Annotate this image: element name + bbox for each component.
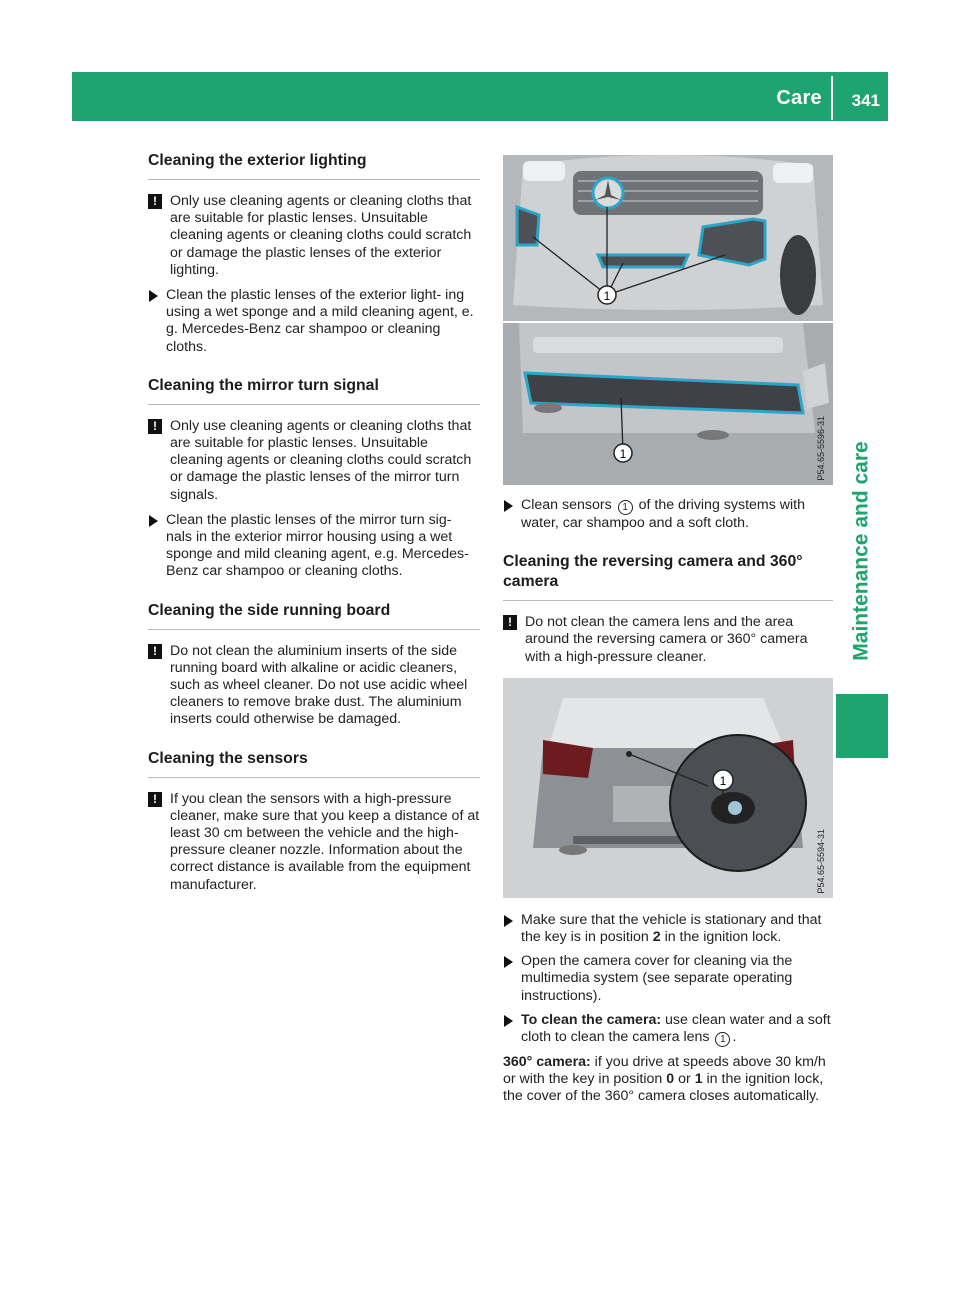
- instruction-step: [503, 497, 833, 532]
- callout-icon: 1: [715, 1032, 730, 1047]
- warning-note: [148, 418, 480, 504]
- figure-code: P54.65-5596-31: [815, 416, 826, 481]
- step-arrow-icon: [149, 515, 158, 527]
- step-text: Clean the plastic lenses of the mirror turn sig- nals in the exterior mirror housing using a wet sponge and mild cleaning agent, e.g. Mercedes-Benz car shampoo or cleaning cloths.: [166, 511, 469, 580]
- step-text: use clean water and a soft cloth to clean the camera lens: [521, 1011, 831, 1046]
- step-text: Open the camera cover for cleaning via the multimedia system (see separate operating instructions).: [521, 953, 793, 1004]
- key-position-1: 1: [694, 1071, 703, 1088]
- side-chapter-marker: [836, 694, 888, 758]
- step-text-before: Clean sensors: [521, 497, 612, 513]
- warning-text: If you clean the sensors with a high-pressure cleaner, make sure that you keep a distance of at least 30 cm between the vehicle and the high-pressure cleaner nozzle. Information about the correct distance is available from the equipment manufacturer.: [170, 790, 480, 893]
- warning-note: [148, 643, 480, 729]
- warning-text: Only use cleaning agents or cleaning cloths that are suitable for plastic lenses. Unsuitable cleaning agents or cleaning cloths could scratch or damage the plastic lenses of the exterior lighting.: [170, 193, 472, 278]
- warning-icon: !: [148, 194, 162, 209]
- warning-text: Only use cleaning agents or cleaning cloths that are suitable for plastic lenses. Unsuitable cleaning agents or cleaning cloths could scratch or damage the plastic lenses of the mirror turn signals.: [170, 417, 472, 503]
- warning-icon: !: [503, 615, 517, 630]
- section-exterior-lighting: [148, 151, 480, 356]
- step-arrow-icon: [504, 956, 513, 968]
- side-chapter-tab: [836, 414, 888, 688]
- section-title: Cleaning the reversing camera and 360° camera: [503, 552, 833, 601]
- warning-text: Do not clean the aluminium inserts of the side running board with alkaline or acidic cleaners, such as wheel cleaner. Do not use acidic wheel cleaners to remove brake dust. The aluminium inserts could otherwise be damaged.: [170, 642, 468, 728]
- page-number: 341: [851, 91, 880, 110]
- camera-360-note: [503, 1054, 833, 1106]
- key-position-0: 0: [666, 1071, 675, 1088]
- note-text-2: in the ignition lock, the cover of the 360° camera closes automatically.: [503, 1071, 824, 1105]
- header-section-title: Care: [776, 87, 822, 109]
- instruction-step: [148, 512, 480, 581]
- vehicle-rear-sensors-figure: [503, 323, 833, 485]
- warning-note: [503, 614, 833, 666]
- vehicle-front-sensors-figure: [503, 155, 833, 321]
- section-title: Cleaning the side running board: [148, 601, 480, 630]
- section-mirror-turn-signal: [148, 376, 480, 581]
- section-title: Cleaning the sensors: [148, 749, 480, 778]
- section-sensors: [148, 749, 480, 894]
- step-label: To clean the camera:: [521, 1011, 662, 1028]
- section-title: Cleaning the mirror turn signal: [148, 376, 480, 405]
- header-bar: [72, 72, 888, 121]
- step-text-after: in the ignition lock.: [664, 929, 782, 946]
- instruction-step: [503, 912, 833, 946]
- vehicle-rear-camera-illustration: [503, 678, 833, 898]
- callout-icon: 1: [618, 500, 633, 515]
- figure-callout: 1: [619, 447, 627, 461]
- step-arrow-icon: [504, 915, 513, 927]
- section-title: Cleaning the exterior lighting: [148, 151, 480, 180]
- step-end: .: [732, 1029, 737, 1046]
- warning-text: Do not clean the camera lens and the area around the reversing camera or 360° camera with a high-pressure cleaner.: [525, 614, 808, 665]
- left-column: [148, 151, 480, 902]
- step-text-before: Make sure that the vehicle is stationary and that the key is in position: [521, 911, 822, 946]
- note-or: or: [678, 1071, 691, 1088]
- figure-callout: 1: [719, 773, 727, 788]
- instruction-step: [503, 953, 833, 1005]
- figure-code: P54.65-5594-31: [815, 829, 826, 894]
- vehicle-rear-illustration: [503, 323, 833, 485]
- header-divider: [831, 76, 833, 120]
- warning-icon: !: [148, 419, 162, 434]
- note-text-1: if you drive at speeds above 30 km/h or with the key in position: [503, 1054, 826, 1088]
- side-chapter-label: Maintenance and care: [850, 441, 874, 661]
- step-arrow-icon: [149, 290, 158, 302]
- vehicle-front-illustration: [503, 155, 833, 321]
- reversing-camera-figure: [503, 678, 833, 898]
- right-column: [503, 151, 833, 1106]
- warning-note: [148, 791, 480, 894]
- warning-note: [148, 193, 480, 279]
- step-arrow-icon: [504, 500, 513, 512]
- section-reversing-camera: [503, 552, 833, 1105]
- note-label: 360° camera:: [503, 1054, 591, 1071]
- figure-callout: 1: [603, 289, 611, 303]
- section-side-running-board: [148, 601, 480, 729]
- key-position: 2: [652, 929, 661, 946]
- warning-icon: !: [148, 644, 162, 659]
- step-text-after: of the driving systems with water, car shampoo and a soft cloth.: [521, 497, 805, 531]
- step-arrow-icon: [504, 1015, 513, 1027]
- instruction-step: [148, 287, 480, 356]
- step-text: Clean the plastic lenses of the exterior light- ing using a wet sponge and a mild cleaning agent, e. g. Mercedes-Benz car shampoo or cleaning cloths.: [166, 287, 474, 355]
- warning-icon: !: [148, 792, 162, 807]
- instruction-step: [503, 1012, 833, 1047]
